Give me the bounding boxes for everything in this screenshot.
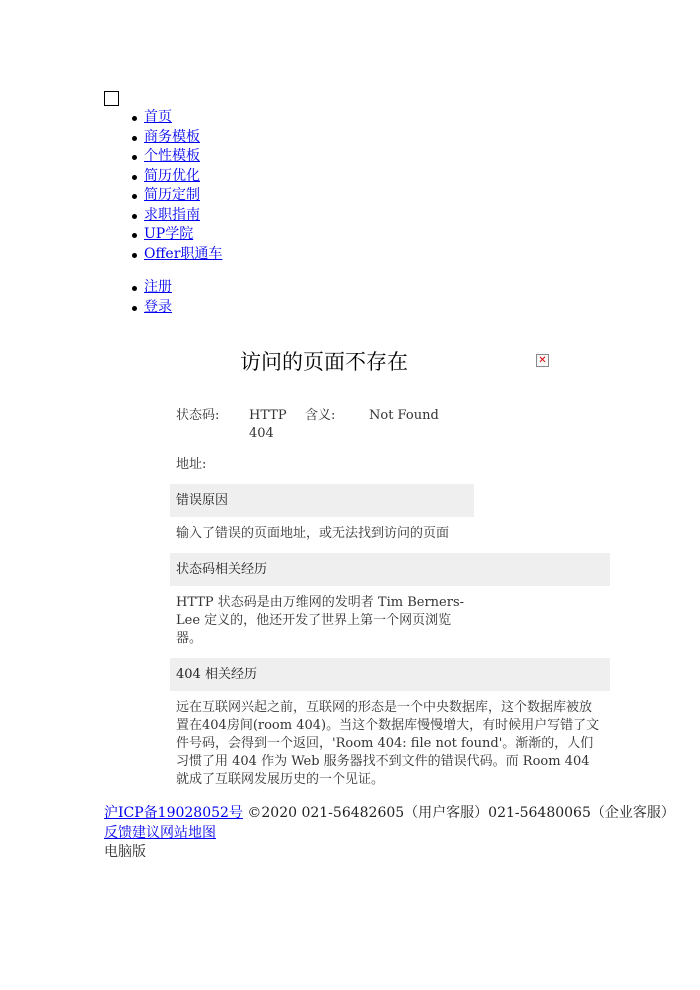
nav-item-up-academy[interactable] bbox=[144, 225, 222, 245]
register-link[interactable]: 注册 bbox=[144, 279, 172, 295]
nav-link-resume-optimize[interactable]: 简历优化 bbox=[144, 167, 200, 184]
nav-item-job-guide[interactable] bbox=[144, 206, 222, 226]
feedback-link[interactable]: 反馈建议 bbox=[104, 824, 160, 841]
footer-line-2 bbox=[104, 824, 675, 844]
nav-item-register[interactable] bbox=[144, 278, 172, 298]
desktop-version-text: 电脑版 bbox=[104, 844, 146, 860]
copyright-text: ©2020 021-56482605（用户客服）021-56480065（企业客服） bbox=[247, 805, 675, 821]
error-content bbox=[170, 404, 610, 799]
nav-link-offer-express[interactable]: Offer职通车 bbox=[144, 245, 223, 262]
menu-toggle-checkbox[interactable] bbox=[104, 91, 119, 106]
section-title-404-history: 404 相关经历 bbox=[170, 658, 610, 691]
meaning-value: Not Found bbox=[369, 408, 439, 423]
page-title: 访问的页面不存在 bbox=[240, 350, 408, 374]
main-nav bbox=[144, 108, 222, 264]
nav-item-resume-optimize[interactable] bbox=[144, 167, 222, 187]
nav-link-business-templates[interactable]: 商务模板 bbox=[144, 128, 200, 145]
status-code-value: HTTP 404 bbox=[249, 408, 287, 441]
nav-item-login[interactable] bbox=[144, 298, 172, 318]
nav-item-resume-custom[interactable] bbox=[144, 186, 222, 206]
section-body-status-history: HTTP 状态码是由万维网的发明者 Tim Berners-Lee 定义的，他还开发了世界上第一个网页浏览器。 bbox=[176, 595, 465, 646]
status-row bbox=[170, 404, 610, 452]
section-body-404-history: 远在互联网兴起之前，互联网的形态是一个中央数据库，这个数据库被放置在404房间(room 404)。当这个数据库慢慢增大，有时候用户写错了文件号码，会得到一个返回，'Room 404: file not found'。渐渐的，人们习惯了用 404 作为 Web 服务器找不到文件的错误代码。而 Room 404 就成了互联网发展历史的一个见证。 bbox=[176, 700, 600, 787]
nav-item-business-templates[interactable] bbox=[144, 128, 222, 148]
section-title-error-reason: 错误原因 bbox=[170, 484, 474, 517]
section-title-status-history: 状态码相关经历 bbox=[170, 553, 610, 586]
nav-item-offer-express[interactable] bbox=[144, 245, 222, 265]
nav-link-home[interactable]: 首页 bbox=[144, 109, 172, 125]
status-code-label: 状态码: bbox=[176, 408, 220, 423]
footer-line-1 bbox=[104, 804, 675, 824]
footer bbox=[104, 804, 675, 863]
icp-link[interactable]: 沪ICP备19028052号 bbox=[104, 805, 243, 821]
nav-link-personal-templates[interactable]: 个性模板 bbox=[144, 148, 200, 164]
nav-link-resume-custom[interactable]: 简历定制 bbox=[144, 187, 200, 203]
nav-link-up-academy[interactable]: UP学院 bbox=[144, 226, 194, 242]
nav-item-personal-templates[interactable] bbox=[144, 147, 222, 167]
section-body-error-reason: 输入了错误的页面地址，或无法找到访问的页面 bbox=[176, 526, 450, 541]
nav-link-job-guide[interactable]: 求职指南 bbox=[144, 206, 200, 223]
broken-image-icon: ✕ bbox=[536, 354, 549, 367]
meaning-label: 含义: bbox=[305, 408, 336, 423]
address-label: 地址: bbox=[176, 457, 207, 472]
sitemap-link[interactable]: 网站地图 bbox=[160, 824, 216, 841]
login-link[interactable]: 登录 bbox=[144, 298, 172, 315]
auth-nav bbox=[144, 278, 172, 317]
nav-item-home[interactable] bbox=[144, 108, 222, 128]
